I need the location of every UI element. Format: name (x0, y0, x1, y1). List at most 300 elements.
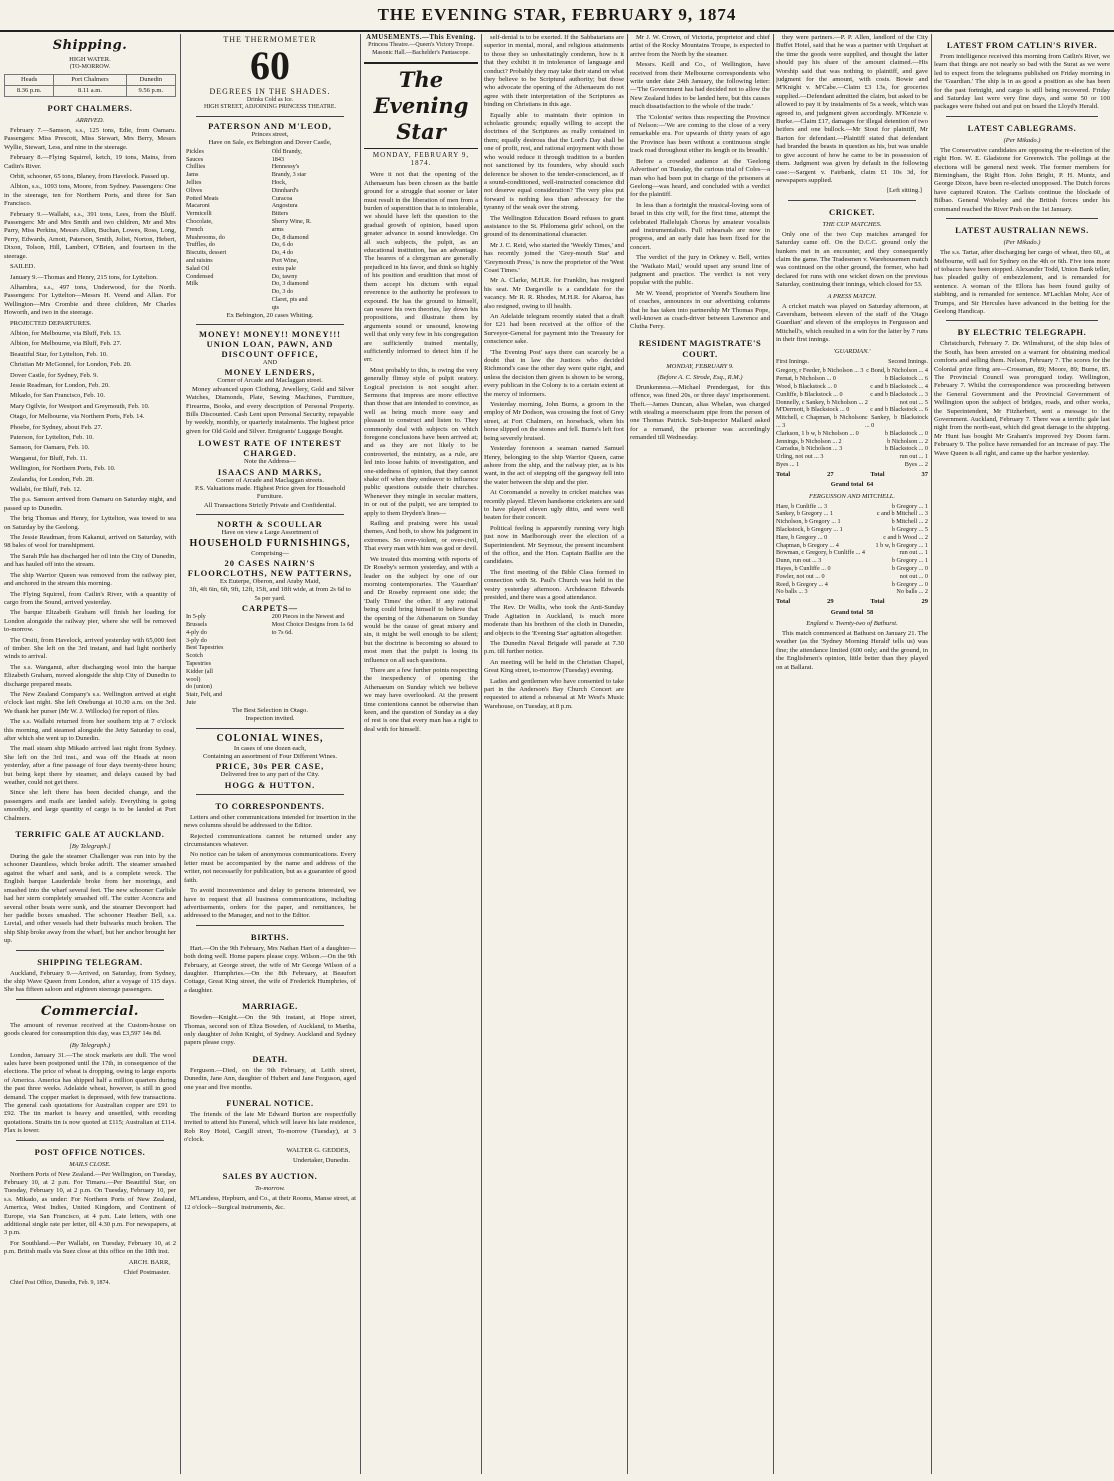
tide-cell: Dunedin (126, 75, 175, 86)
correspondents-title: TO CORRESPONDENTS. (215, 800, 325, 811)
score-second-innings: not out ... 0 (899, 572, 928, 580)
score-second-innings: run out ... 1 (899, 549, 928, 557)
grand-total-label: Grand total (830, 608, 864, 616)
tide-cell: Port Chalmers (54, 75, 126, 86)
news-paragraph: The first meeting of the Bible Class formed in connection with St. Paul's Church was held in the vestry yesterday afternoon. Archdeacon Edwards presided, and there was a good attendance. (484, 568, 624, 601)
union-loan-lenders: MONEY LENDERS, (224, 367, 316, 378)
column-rule (481, 34, 482, 1474)
shipping-paragraph: Wallabi, for Bluff, Feb. 12. (10, 486, 82, 494)
goods-item: Do, 3 do (271, 288, 294, 296)
grand-total-label: Grand total (830, 481, 864, 489)
shipping-paragraph: The Jessie Readman, from Kakanui, arrived on Saturday, with 98 bales of wool for transhipment. (4, 534, 176, 550)
score-second-innings: c and b Mitchell ... 3 (876, 510, 928, 518)
goods-item: Salad Oil (186, 264, 210, 272)
paterson-left-list (186, 148, 268, 312)
score-second-innings: No balls ... 2 (896, 588, 928, 596)
dateline: MONDAY, FEBRUARY 9, 1874. (372, 150, 470, 167)
score-row (776, 573, 928, 581)
shipping-paragraph: Dover Castle, for Sydney, Feb. 9. (10, 371, 99, 379)
advertisements-column (184, 34, 356, 1474)
funeral-text: The friends of the late Mr Edward Burton are respectfully invited to attend his Funeral, which will leave his late residence, Rob Roy Hotel, Cargill street, To-morrow (Tuesday), at 3 o'clock. (184, 1111, 356, 1144)
cablegrams-text: The Conservative candidates are opposing the re-election of the right Hon. W. E. Gladstone for Greenwich. The pollings at the elections will be general next week. The former members for Birmingham, the Right Hon. John Bright, P. H. Muntz, and George Dixon, have been re-elected unopposed. The Dutch forces have captured Kraton. The Carlists continue the blockade of Bilbao. General Wolseley and the British forces under his command reached the River Prah on the 1st January. (934, 146, 1110, 213)
goods-item: Claret, pts and qts (271, 295, 308, 311)
death-title: DEATH. (252, 1053, 288, 1064)
north-carpets: CARPETS— (241, 603, 299, 614)
paterson-sale: Have on Sale, ex Bebington and Dover Castle, (208, 139, 332, 147)
north-line: Have on view a Large Assortment of (221, 529, 319, 537)
score-row (776, 430, 928, 438)
column-rule (360, 34, 361, 1474)
column-rule (931, 34, 932, 1474)
total-value: 29 (921, 598, 928, 606)
shipping-paragraph: February 9.—Wallabi, s.s., 391 tons, Lees, from the Bluff. Passengers: Mr and Mrs Smith and two children, Mr and Mrs Parry, Miss Perkins, Messrs Allen, Buchan, Lowes, Ross, Long, Perry, Edwards, Arnott, Paterson, Smith, Joliet, Norton, Hebert, Dixon, Tolson, Hill, Lambert, O'Brien, and fourteen in the steerage. (4, 210, 176, 260)
union-loan-cry: MONEY! MONEY!! MONEY!!! (199, 328, 341, 339)
colonial-firm: HOGG & HUTTON. (224, 779, 316, 790)
commercial-sub: (By Telegraph.) (69, 1041, 111, 1049)
carpet-item: Kidder (all wool) (186, 667, 213, 683)
isaacs-corner: Corner of Arcade and Maclaggan streets. (215, 476, 325, 484)
marriage-text: Bowden—Knight.—On the 9th instant, at Hope street, Thomas, second son of Eliza Bowden, of Auckland, to Martha, only daughter of John Knight, of Sydney. Auckland and Sydney papers please copy. (184, 1014, 356, 1047)
news-paragraph: Equally able to maintain their opinion in scholastic grounds; equally willing to accept the doctrines of the Scriptures as really contained in them; equally desirous that the Lord's Day shall be one of profit, rest, and rational enjoyment with those who would reduce it through tradition to a burden not sanctioned by its founders, why should such deference be shown to the tender-conscienced, as if a sound-conditioned, well-instructed conscience did not deserve equal consideration? The very plea put forward is nothing less than advocacy for the tyranny of the weak over the strong. (484, 111, 624, 212)
score-first-innings: Sankey, b Gregory ... 1 (776, 510, 833, 518)
shipping-paragraph: February 8.—Flying Squirrel, ketch, 19 tons, Mains, from Catlin's River. (4, 154, 176, 170)
score-first-innings: Nicholson, b Gregory ... 1 (776, 518, 841, 526)
court-before: (Before A. C. Strode, Esq., R.M.) (657, 373, 743, 381)
score-first-innings: M'Dermott, b Blackstock ... 0 (776, 406, 850, 414)
shipping-paragraph: SAILED. (10, 263, 36, 271)
union-loan-lowest: LOWEST RATE OF INTEREST CHARGED. (198, 438, 342, 459)
score-second-innings: not out ... 5 (899, 398, 928, 406)
cablegrams-sub: (Per Mikado.) (1003, 136, 1041, 144)
goods-item: Condensed Milk (186, 272, 214, 288)
news-paragraph: The Rev. Dr Wallis, who took the Anti-Sunday Trade Agitation in Auckland, is much more moderate than his brethren of the cloth in Dunedin, and objects to the 'Evening Star' agitation altogether. (484, 604, 624, 637)
union-loan-text: Money advanced upon Clothing, Jewellery, Gold and Silver Watches, Diamonds, Plate, Sewing Machines, Furniture, Firearms, Books, and every description of Personal Property. Bills Discounted. Cash Lent upon Personal Security, repayable by weekly, monthly, or quarterly instalments. The highest price given for Old Gold and Silver. Emigrants' Luggage Bought. (186, 385, 354, 435)
total-label: Total (776, 470, 791, 478)
score-first-innings: No balls ... 3 (776, 588, 808, 596)
court-date: MONDAY, FEBRUARY 9. (666, 362, 734, 370)
north-scoullar-ad (186, 519, 354, 723)
court-text: Drunkenness.—Michael Prendergast, for this offence, was fined 20s, or three days' imprisonment. Theft.—James Duncan, alias Whelan, was charged with stealing a meerschaum pipe from the person of one Thomas Patrick. Sub-Inspector Mallard asked for a remand, the prisoner was accordingly remanded till Wednesday. (630, 383, 770, 442)
shipping-paragraph: Paterson, for Lyttelton, Feb. 10. (10, 434, 94, 441)
tide-cell: 9.56 p.m. (126, 86, 175, 97)
port-heading: PORT CHALMERS. (47, 103, 133, 113)
press-title: A PRESS MATCH. (827, 292, 877, 300)
news-paragraph: self-denial is to be exerted. If the Sabbatarians are superior in mental, moral, and religious attainments to those they so unhesitatingly condemn, how is it that they exhibit it in intolerance of language and conduct? Probably they may take their stand on what they believe to be Scriptural authority; but those who advocate the opening of the Athenaeum do not agree with their interpretation of the Scriptures as binding on Christians in this age. (484, 34, 624, 109)
news-paragraph: In less than a fortnight the musical-loving sons of Israel in this city will, for the first time, attempt the celebrated Hallelujah Chorus by amateur vocalists and instrumentalists. Full rehearsals are now in progress, and an early date has been fixed for the concert. (630, 201, 770, 251)
colonial-text: In cases of one dozen each, (233, 744, 307, 752)
north-cases: 20 CASES NAIRN'S FLOORCLOTHS, NEW PATTERNS, (187, 558, 353, 579)
tomorrow-label: (TO-MORROW. (69, 64, 111, 71)
score-row (776, 534, 928, 542)
score-first-innings: Fowler, not out ... 0 (776, 572, 825, 580)
score-row (776, 438, 928, 446)
total-label: Total (870, 598, 885, 606)
guardian-scorecard (776, 367, 928, 468)
goods-item: Do, 4 do (271, 249, 294, 257)
thermometer-drinks: Drinks Cold as Ice. (246, 96, 294, 103)
correspondents-p3: No notice can be taken of anonymous communications. Every letter must be accompanied by the name and address of the writer, not necessarily for publication, but as a guarantee of good faith. (184, 851, 356, 884)
news-column-2 (484, 34, 624, 1474)
australian-title: LATEST AUSTRALIAN NEWS. (955, 225, 1089, 236)
fm-scorecard (776, 503, 928, 597)
colonial-price: PRICE, 30s PER CASE, (215, 761, 325, 772)
goods-item: Do, 3 diamond (271, 280, 309, 288)
shipping-paragraph: Albion, for Melbourne, via Bluff, Feb. 27. (10, 340, 122, 348)
shipping-paragraph: The ship Warrior Queen was removed from the railway pier, and anchored in the stream this morning. (4, 571, 176, 588)
cricket-sub: THE CUP MATCHES. (822, 220, 882, 228)
score-second-innings: Byes ... 2 (904, 460, 928, 468)
correspondents-p4: To avoid inconvenience and delay to persons interested, we have to request that all business communications, including advertisements, orders for the paper, and remittances, be addressed to the Manager, and not to the Editor. (184, 887, 356, 920)
union-loan-note: Note the Address— (243, 458, 296, 466)
shipping-paragraph: February 7.—Samson, s.s., 125 tons, Edie, from Oamaru. Passengers: Miss Prescott, Miss Stewart, Mrs Berry, Messrs Wyllie, Stewart, Less, and nine in the steerage. (4, 127, 176, 151)
paper-title: The Evening Star (364, 62, 478, 149)
score-second-innings: b Gregory ... 0 (891, 564, 928, 572)
score-second-innings: b Gregory ... 1 (891, 557, 928, 565)
goods-item: Pickles (186, 147, 204, 155)
score-second-innings: c and b Wood ... 2 (883, 533, 928, 541)
score-first-innings: Chapman, b Gregory ... 4 (776, 541, 839, 549)
goods-item: Truffles, do (186, 241, 215, 249)
colonial-deliver: Delivered free to any part of the City. (220, 771, 320, 779)
goods-item: Vermicelli (186, 210, 212, 218)
paterson-footer: Ex Bebington, 20 cases Whiting. (226, 311, 314, 319)
score-second-innings: run out ... 1 (899, 453, 928, 461)
shipping-paragraph: PROJECTED DEPARTURES. (10, 319, 92, 327)
correspondents-p2: Rejected communications cannot be returned under any circumstances whatever. (184, 832, 356, 849)
press-text: A cricket match was played on Saturday afternoon, at Caversham, between eleven of the staff of the 'Otago Guardian' and eleven of the employes in Fergusson and Mitchell's, which resulted in a win for the latter by 7 runs in their first innings. (776, 302, 928, 344)
gale-sub: [By Telegraph.] (69, 843, 111, 851)
carpet-item: 4-ply do (186, 628, 207, 636)
shipping-telegram-title: SHIPPING TELEGRAM. (37, 956, 143, 967)
goods-item: Angostura Bitters (271, 202, 298, 218)
births-title: BIRTHS. (250, 931, 290, 942)
post-office-signature: ARCH. BARR, (128, 1258, 170, 1266)
shipping-paragraph: Wellington, for Northern Ports, Feb. 10. (10, 465, 116, 473)
goods-item: Chillies (186, 163, 206, 171)
shipping-paragraph: Albion, s.s., 1093 tons, Moore, from Sydney. Passengers: One in the steerage, ten for Northern Ports, and three for San Francisco. (4, 183, 176, 208)
goods-item: Hennessy's Brandy, 3 star (271, 163, 307, 179)
score-second-innings: b Nicholson ... 2 (887, 437, 928, 445)
total-value: 27 (827, 470, 834, 478)
thermometer-value: 60 (250, 43, 290, 89)
carpet-item: 3-ply do (186, 636, 207, 644)
score-second-innings: b Gregory ... 0 (891, 580, 928, 588)
telegraph-title: BY ELECTRIC TELEGRAPH. (957, 327, 1087, 338)
carpet-list (186, 613, 268, 707)
score-row (776, 510, 928, 518)
shipping-telegram-text: Auckland, February 9.—Arrived, on Saturday, from Sydney, the ship Wave Queen from London, after a voyage of 115 days. She has fifteen saloon and eighteen steerage passengers. (4, 969, 176, 994)
north-comprising: Comprising— (251, 549, 289, 557)
goods-item: Hock, Dinnhard's (271, 179, 299, 194)
editorial-paragraphs (364, 171, 478, 734)
paterson-right-list (272, 148, 354, 312)
running-head-text: THE EVENING STAR, FEBRUARY 9, 1874 (377, 5, 737, 24)
post-office-title: POST OFFICE NOTICES. (34, 1146, 146, 1157)
total-value: 29 (827, 598, 834, 606)
arrived-label: ARRIVED. (75, 117, 105, 124)
score-second-innings: b Gregory ... 5 (891, 525, 928, 533)
carpet-item: Scotch Tapestries (186, 652, 211, 668)
latest-news-column (934, 34, 1110, 1474)
goods-item: Old Brandy, 1843 (271, 147, 302, 163)
catlins-text: From intelligence received this morning from Catlin's River, we learn that things are not nearly so bad with the Surat as we were led to expect from the telegrams published on Friday morning in the 'Guardian.' The ship is in as good a position as she has been for the past fortnight, and cargo is still being recovered. Friday and Saturday last were very fine days, and some 50 or 100 packages were fished out and put on board the Lloyd's Herald. (934, 53, 1110, 111)
score-row (776, 399, 928, 407)
column-rule (180, 34, 181, 1474)
thermometer-ad (184, 36, 356, 112)
column-rule (773, 34, 774, 1474)
score-row (776, 565, 928, 573)
score-second-innings: b Blackstock ... 6 (885, 375, 928, 383)
shipping-paragraph: Alhambra, s.s., 497 tons, Underwood, for the North. Passengers: For Lyttelton—Messrs H. Veend and Allan. For Wellington—Mrs Crombie and three children, Mr Charles Howorth, and two in the steerage. (4, 283, 176, 317)
shipping-paragraph: Phoebe, for Sydney, about Feb. 27. (10, 423, 103, 431)
thermometer-where: HIGH STREET, ADJOINING PRINCESS THEATRE. (203, 104, 337, 111)
post-office-southland: For Southland.—Per Wallabi, on Tuesday, February 10, at 2 p.m. British mails via Suez close at this office on the 18th inst. (4, 1239, 176, 1256)
score-second-innings: b Blackstock ... 0 (885, 445, 928, 453)
shipping-paragraph: The brig Thomas and Henry, for Lyttelton, was towed to sea on Saturday by the Geelong. (4, 515, 176, 531)
shipping-paragraph: Since she left there has been decided change, and the passengers and mails are landed safely. Everything is going smoothly, and large quantity of cargo is to be landed at Port Chalmers. (4, 789, 176, 822)
shipping-paragraph: Mikado, for San Francisco, Feb. 10. (10, 392, 106, 400)
australian-text: The s.s. Tartar, after discharging her cargo of wheat, thro 60,, at Melbourne, will sail for Sydney on the 4th or 6th. Five tons more of tobacco have been stopped. Alexander Todd, Union Bank teller, has pleaded guilty of embezzlement, and is remanded for sentence. A woman of the Ellora has been found guilty of stabbing, and is remanded for sentence. M'Lachlan Mohr, Ace of Trumps, and Sir Hercules have advanced in the betting for the Geelong Handicap. (934, 249, 1110, 315)
score-first-innings: Byes ... 1 (776, 460, 800, 468)
grand-total (776, 481, 928, 489)
post-office-text: Northern Ports of New Zealand.—Per Wellington, on Tuesday, February 10, at 2 p.m. For Timaru.—Per Beautiful Star, on Tuesday, February 10, at 2 p.m. On Tuesday, February 10, per s.s. Mikado, as under: For Northern Ports of New Zealand, America, West Indies, United Kingdom, and Continent of Europe, via San Francisco, at 4 p.m. Late letters, with one additional single rate per letter, till 4.30 p.m. For newspapers, at 3 p.m. (4, 1170, 176, 1237)
cricket-title: CRICKET. (829, 206, 875, 217)
fm-total (776, 598, 928, 606)
colonial-text2: Containing an assortment of Four Different Wines. (202, 753, 338, 761)
goods-item: Macaroni (186, 202, 210, 210)
shipping-paragraph: Albion, for Melbourne, via Bluff, Feb. 13. (10, 329, 122, 337)
funeral-signature: WALTER G. GEDDES, (286, 1146, 350, 1154)
guardian-heading: 'GUARDIAN.' (833, 347, 871, 355)
funeral-signature-title: Undertaker, Dunedin. (292, 1157, 350, 1165)
paterson-name: PATERSON AND M'LEOD, (208, 121, 332, 131)
paterson-goods (186, 148, 354, 312)
first-innings-label: First Innings. (776, 357, 810, 365)
death-text: Ferguson.—Died, on the 9th February, at Leith street, Dunedin, Jane Ann, daughter of Hubert and Jane Ferguson, aged one year and five months. (184, 1066, 356, 1091)
cricket-column (776, 34, 928, 1474)
score-second-innings: c Bond, b Nicholson ... 4 (866, 367, 928, 375)
score-first-innings: Pernat, b Nicholson ... 0 (776, 375, 836, 383)
shipping-paragraph: Mary Ogilvie, for Westport and Greymouth, Feb. 10. (10, 402, 150, 410)
australian-sub: (Per Mikado.) (1003, 239, 1041, 247)
post-office-signature-title: Chief Postmaster. (123, 1269, 170, 1277)
news-paragraph: Mr J. C. Reid, who started the 'Weekly Times,' and has recently joined the 'Grey-mouth Star' and 'Greymouth Press,' is now the proprietor of the 'West Coast Times.' (484, 241, 624, 274)
goods-item: Olives (186, 186, 203, 194)
shipping-paragraph: The p.s. Samson arrived from Oamaru on Saturday night, and passed up to Dunedin. (4, 496, 176, 512)
total-value: 37 (921, 470, 928, 478)
sales-tomorrow: To-morrow. (255, 1185, 285, 1193)
shipping-title: Shipping. (52, 38, 128, 53)
news-column-3 (630, 34, 770, 1474)
second-innings-label: Second Innings. (888, 357, 928, 365)
news-paragraph: Ladies and gentlemen who have consented to take part in the Anderson's Bay Church Concert are requested to attend a rehearsal at Mr West's Music Warehouse, on Tuesday, at 8 p.m. (484, 677, 624, 710)
score-second-innings: c Sankey, b Blackstock ... 0 (864, 414, 928, 429)
score-first-innings: Hayes, b Cunliffe ... 0 (776, 564, 831, 572)
union-loan-and: AND (262, 358, 278, 366)
score-first-innings: Wood, b Blackstock ... 0 (776, 382, 837, 390)
gale-title: TERRIFIC GALE AT AUCKLAND. (15, 829, 165, 840)
cablegrams-title: LATEST CABLEGRAMS. (967, 122, 1077, 133)
score-row (776, 406, 928, 414)
score-first-innings: Blackstock, b Gregory ... 1 (776, 525, 843, 533)
commercial-title: Commercial. (41, 1003, 139, 1019)
score-first-innings: Bowman, c Gregory, b Cunliffe ... 4 (776, 549, 866, 557)
score-first-innings: Carradus, b Nicholson ... 3 (776, 445, 843, 453)
score-row (776, 518, 928, 526)
score-row (776, 526, 928, 534)
carpet-item: Stair, Felt, and Jute (186, 691, 223, 707)
north-name: NORTH & SCOULLAR (217, 519, 323, 530)
births-text: Hart.—On the 9th February, Mrs Nathan Hart of a daughter—both doing well. Home papers please copy. Wilson.—On the 9th February, at George street, the wife of Mr George Wilson of a daughter. Humphries.—On the 8th February, at Beaufort Cottage, Great King street, the wife of Frederick Humphries, of a daughter. (184, 944, 356, 994)
news-paragraph: The 'Colonist' writes thus respecting the Province of Nelson:—'We are coming to the close of a very remarkable era. For upwards of thirty years of ago the Province has been without a continuous single track road throughout either its length or its breadth.' (630, 113, 770, 155)
england-text: This match commenced at Bathurst on January 21. The weather (as the 'Sydney Morning Herald' tells us) was fine; the attendance limited (600 only; and the ground, in the Englishmen's opinion, little better than they played on at Ballarat. (776, 629, 928, 671)
goods-item: Do, 6 do (271, 241, 294, 249)
cricket-text: Only one of the two Cup matches arranged for Saturday came off. On the D.C.C. ground only the hunkers met in an encounter, and they consequently claim the game. The Tradesmen v. Warehousemen match was continued on the other ground, the former, who had declared for runs with one wicket down on the previous Saturday, continuing their innings, which closed for 53. (776, 230, 928, 289)
shipping-paragraph: Zealandia, for London, Feb. 28. (10, 475, 94, 483)
editorial-paragraph: Were it not that the opening of the Athenaeum has been chosen as the battle ground for a struggle that sooner or later must result in the liberation of men from a burden of superstition that is to intolerable, we should have left the question to the gradual growth of opinion, based upon greater advance in sound knowledge. On all such subjects, the pulpit, as an educational institution, has an advantage. The hearers of a clergyman are generally prejudiced in his favor, and think so highly of his position and erudition that most of them accept his dictum with equal reverence to the authority he professes to expound. He has the ground to himself, can weave his own theories, lay down his propositions, and illustrate them by arguments sound or unsound, knowing well that only very few in his congregation are sufficiently trained mentally, sufficiently informed to detect him if he err. (364, 171, 478, 364)
total-label: Total (870, 470, 885, 478)
goods-item: Biscuits, dessert and raisins (186, 249, 227, 264)
union-loan-ad (186, 329, 354, 510)
paterson-street: Princes street, (251, 131, 289, 138)
carpet-item: Best Tapestries (186, 644, 224, 652)
grand-total-value: 64 (866, 481, 874, 489)
news-paragraph: An Adelaide telegram recently stated that a draft for £21 had been received at the office of the Surveyor-General for payment into the Treasury for conscience sake. (484, 313, 624, 346)
news-paragraph: Political feeling is apparently running very high just now in Marlborough over the election of a Superintendent. Mr Seymour, the present incumbent of the office, and the Hon. Captain Baillie are the candidates. (484, 524, 624, 566)
score-first-innings: Hare, b Gregory ... 0 (776, 533, 828, 541)
england-title: England v. Twenty-two of Bathurst. (806, 619, 898, 627)
north-big: HOUSEHOLD FURNISHINGS, (189, 537, 351, 549)
column-rule (627, 34, 628, 1474)
amusement-item: Masonic Hall.—Bachelder's Pantascope. (372, 50, 470, 56)
score-second-innings: b Gregory ... 1 (891, 502, 928, 510)
news-paragraph: Mr A. Clarke, M.H.R. for Franklin, has resigned his seat. Mr Dargaville is a candidate for the vacancy. Mr R. R. Rhodes, M.H.R. for Akaroa, has also resigned, owing to ill health. (484, 277, 624, 310)
goods-item: Port Wine, extra pale (271, 256, 299, 272)
colonial-wines-ad (186, 733, 354, 790)
telegraph-text: Christchurch, February 7. Dr. Wilmshurst, of the ship Isles of the South, has been arrested on a warrant for obtaining medical comforts and selling them. Nelson, February 7. The scores for the Colonial prize firing are—Crossman, 89; Moore, 89; Burne, 85. The Provincial Council was prorogued today. Wellington, February 7. Whilst the correspondence was proceeding between the General Government and the Provincial Government of Wellington upon the subject of bridges, roads, and other works, the Superintendent, Mr Fitzherbert, sent a message to the Government. Auckland, February 7. There was a terrific gale last night from the north-east, which did great damage to the shipping. Mr Hunt has bought Mr Graham's improved Ivy Doom farm. February 9. The police have remanded for an increase of pay. The Wave Queen is all right, and came up the harbor yesterday. (934, 340, 1110, 457)
commercial-text: London, January 31.—The stock markets are dull. The wool sales have been postponed until the 17th, in consequence of the elections. The price of wheat is dropping, owing to large exports of America. America has shipped half a million quarters during the past three weeks. Adelaide wheat, however, is still in good demand. The copper market is depressed, with few transactions. The general cash quotations for Australian copper are £91 to £92. The tin market is heavy and unsettled, with receding quotations. Straits tin is now quoted at £115; Australian at £114. Flax is lower. (4, 1051, 176, 1135)
shipping-paragraph: Wanganui, for Bluff, Feb. 11. (10, 454, 88, 462)
score-first-innings: Urling, not out ... 3 (776, 453, 824, 461)
gale-text: During the gale the steamer Challenger was run into by the schooner Dauntless, which broke adrift. The steamer smashed against the wharf and sank, and is a complete wreck. The English barque Lauderdale broke from her moorings, and smashed into the wharf several feet. The new schooner Carlisle had her stern completely smashed off. The cutter Aconcra and several other boats were sunk, and the steamer Devonport had her paddle boxes smashed. The schooner Heather Bell, s.s. Luvial, and other vessels had their bulwarks much broken. The ship Ship broke away from the wharf, but her anchor brought her up. (4, 853, 176, 945)
thermometer-title: THE THERMOMETER (223, 35, 317, 44)
fm-heading: FERGUSSON AND MITCHELL. (808, 492, 895, 500)
amusement-item: Princess Theatre.—Queen's Victory Troupe. (368, 42, 474, 49)
score-row (776, 461, 928, 469)
goods-item: Chocolate, French (186, 217, 213, 233)
editorial-paragraph: Railing and praising were his usual themes, And both, to show his judgment in extremes. So over-violent, or over-civil, That every man with him was god or devil. (364, 520, 478, 553)
shipping-paragraph: The Flying Squirrel, from Catlin's River, with a quantity of cargo from the Sound, arrived yesterday. (4, 590, 176, 606)
colonial-name: COLONIAL WINES, (216, 732, 324, 744)
sales-title: SALES BY AUCTION. (222, 1171, 318, 1182)
guardian-total (776, 471, 928, 479)
union-loan-conf: All Transactions Strictly Private and Confidential. (203, 501, 337, 509)
post-office-place: Chief Post Office, Dunedin, Feb. 9, 1874. (10, 1279, 111, 1286)
goods-item: Curacoa (271, 194, 293, 202)
shipping-paragraphs (4, 127, 176, 823)
union-loan-name: UNION LOAN, PAWN, AND DISCOUNT OFFICE, (206, 338, 334, 359)
goods-item: Sherry Wine, R. arms (271, 217, 312, 233)
shipping-paragraph: Christian Mr McGonnel, for London, Feb. 20. (10, 361, 132, 369)
grand-total (776, 609, 928, 617)
carpet-item: do (union) (186, 683, 212, 691)
shipping-paragraph: Otago, for Melbourne, via Northern Ports, Feb. 14. (10, 413, 145, 421)
goods-item: Do, 8 diamond (271, 233, 309, 241)
shipping-paragraph: The barque Elizabeth Graham will finish her loading for London alongside the railway pier, where she will be removed to-morrow. (4, 609, 176, 634)
score-row (776, 383, 928, 391)
court-title: RESIDENT MAGISTRATE'S COURT. (638, 337, 762, 359)
score-row (776, 414, 928, 430)
news-paragraph: Mr W. Yeend, proprietor of Yeend's Southern line of coaches, announces in our advertising columns that he has taken into partnership Mr Thomas Pope, well-known as coach-driver between Lawrence and Clutha Ferry. (630, 289, 770, 331)
high-water-heading: HIGH WATER. (69, 56, 111, 63)
sales-text: M'Landess, Hepburn, and Co., at their Rooms, Manse street, at 12 o'clock—Surgical instruments, &c. (184, 1195, 356, 1211)
shipping-paragraph: The s.s. Wanganui, after discharging wool into the barque Elizabeth Graham, moved alongside the ship City of Dunedin to discharge prepared meats. (4, 663, 176, 688)
editorial-paragraph: We treated this morning with reports of Dr Roseby's sermon yesterday, and with a leader on the subject by one of our morning contemporaries. The 'Guardian' and Dr Roseby represent one side; the 'Daily Times' the other. If any rational being could bring himself to believe that the opening of the Athenaeum on Sunday would be the cause of great misery and sin, it might be well enough to be silent; but the doctrine is becoming so absurd to most men that the pulpit is losing its influence on all such questions. (364, 555, 478, 664)
shipping-paragraph: Samson, for Oamaru, Feb. 10. (10, 444, 90, 452)
shipping-paragraph: The mail steam ship Mikado arrived last night from Sydney. She left on the 3rd inst., and was off the Heads at noon yesterday, after a fine passage of four days twenty-three hours; but being kept there by steamer, and delays caused by bad weather, could not get there. (4, 745, 176, 787)
news-paragraph: The verdict of the jury in Orkney v. Bell, writes the 'Waikato Mail,' would upset any sound line of judgment and practice. The verdict is not very popular with the public. (630, 254, 770, 287)
news-paragraphs (630, 34, 770, 332)
score-first-innings: Reed, b Gregory ... 4 (776, 580, 828, 588)
tide-cell: 8.36 p.m. (5, 86, 54, 97)
score-row (776, 453, 928, 461)
score-row (776, 581, 928, 589)
correspondents-p1: Letters and other communications intended for insertion in the news columns should be addressed to the Editor. (184, 813, 356, 830)
news-paragraph: The Wellington Education Board refuses to grant assistance to the St. Philomena girls' school, on the ground of its denominational character. (484, 214, 624, 239)
shipping-paragraph: Beautiful Star, for Lyttelton, Feb. 10. (10, 350, 108, 358)
commercial-intro: The amount of revenue received at the Custom-house on goods cleared for consumption this day, was £3,597 14s 8d. (4, 1021, 176, 1038)
score-first-innings: Dunn, run out ... 3 (776, 557, 822, 565)
paterson-ad (186, 121, 354, 320)
news-paragraph: An meeting will be held in the Christian Chapel, Great King street, to-morrow (Tuesday) evening. (484, 658, 624, 675)
tide-cell: 8.11 a.m. (54, 86, 126, 97)
goods-item: Potted Meats (186, 194, 219, 202)
shipping-paragraph: The New Zealand Company's s.s. Wellington arrived at eight o'clock last night. She left Onehunga at 10.30 a.m. on the 3rd. We thank her purser (Mr W. J. Willocks) for report of files. (4, 690, 176, 715)
score-first-innings: Gregory, r Feeder, b Nicholson ... 3 (776, 367, 864, 375)
goods-item: Do, tawny (271, 272, 298, 280)
union-loan-corner: Corner of Arcade and Maclaggan street. (217, 377, 323, 385)
north-best: The Best Selection in Otago. (232, 706, 308, 714)
score-row (776, 375, 928, 383)
editorial-column (364, 34, 478, 1474)
score-second-innings: b Mitchell ... 2 (891, 518, 928, 526)
tide-table (4, 74, 176, 97)
score-row (776, 391, 928, 399)
shipping-paragraph: The s.s. Wallabi returned from her southern trip at 7 o'clock this morning, and steamed alongside the Jetty Saturday to coal, after which she went up to Dunedin. (4, 718, 176, 742)
news-paragraphs (484, 34, 624, 711)
innings-headers (776, 358, 928, 366)
amusements-title: AMUSEMENTS.—This Evening. (366, 34, 476, 41)
editorial-paragraph: Most probably to this, is owing the very generally flimsy style of pulpit oratory. Logical precision is not sought after. Sermons that impress are more effective than those that are intended to convince, as well as being much more easy and pleasant to construct and listen to. They commonly deal with subjects on which foregone conclusions have been arrived at; and as they are not likely to be controverted, the ministry, as a rule, are led into loose habits of investigation, and one-sidedness of opinion, that they cannot shake off when they endeavor to influence public questions outside their churches. Whenever they mingle in secular matters, in or out of the pulpit, we are tempted to apply to them Dryden's lines— (364, 366, 478, 517)
north-invited: Inspection invited. (245, 715, 295, 723)
score-second-innings: c and b Blackstock ... 6 (870, 406, 928, 414)
union-loan-ps: P.S. Valuations made. Highest Price given for Household Furniture. (194, 485, 346, 501)
goods-item: Sauces (186, 155, 204, 163)
carpet-item: In 5-ply Brussels (186, 613, 207, 629)
tide-cell: Heads (5, 75, 54, 86)
news-paragraph: The Dunedin Naval Brigade will parade at 7.30 p.m. till further notice. (484, 640, 624, 656)
grand-total-value: 58 (866, 608, 874, 616)
score-second-innings: c and b Blackstock ... 3 (870, 390, 928, 398)
editorial-paragraph: There are a few further points respecting the inexpediency of opening the Athenaeum on Sunday which we believe we may have overlooked. At the present time contentions cannot be otherwise than keen, and the question of Sunday as a day of rest is one that every man has a right to deal with for himself. (364, 666, 478, 733)
shipping-paragraph: Jessie Readman, for London, Feb. 20. (10, 381, 110, 389)
news-paragraph: Yesterday morning, John Burns, a groom in the employ of Mr Dodson, was crossing the foot of Grey street, at Fort Chalmers, on horseback, when his horse slipped on the stones and fell. Burns's left foot being severely bruised. (484, 401, 624, 442)
news-paragraph: Yesterday forenoon a seaman named Samuel Henry, belonging to the ship Warrior Queen, came ashore from the ship, and the railway pier, as is his want, in the act of stepping off the gangway fell into the water between the ship and the pier. (484, 445, 624, 486)
thermometer-caption: DEGREES IN THE SHADES. (209, 87, 331, 97)
shipping-column (4, 34, 176, 1474)
left-sitting: [Left sitting.] (886, 187, 922, 195)
news-paragraph: Mr J. W. Crown, of Victoria, proprietor and chief artist of the Rocky Mountains Troupe, is expected to arrive from the North by the steamer. (630, 34, 770, 58)
